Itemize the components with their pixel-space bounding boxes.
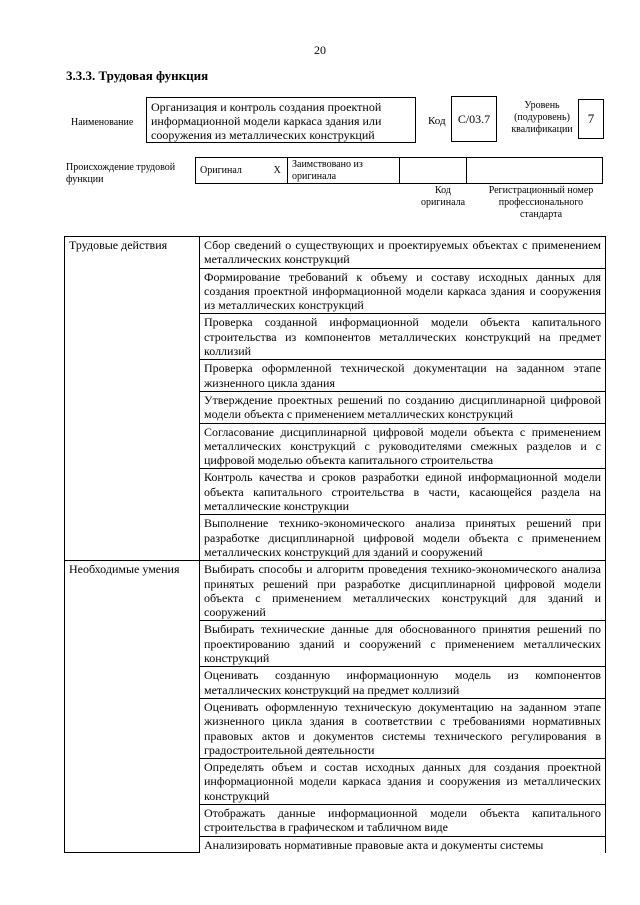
- item-cell: Оценивать созданную информационную модель из компонентов металлических конструкций на предмет коллизий: [200, 667, 606, 699]
- name-label: Наименование: [71, 117, 134, 128]
- reg-number-cell: [467, 158, 603, 184]
- code-original-label: Код оригинала: [420, 185, 466, 208]
- category-cell: Необходимые умения: [65, 561, 200, 853]
- item-cell: Контроль качества и сроков разработки единой информационной модели объекта капитального строительства в части, касающейся раздела на металлические конструкции: [200, 469, 606, 515]
- original-mark: Х: [268, 158, 288, 184]
- item-cell: Проверка оформленной технической документации на заданном этапе жизненного цикла здания: [200, 360, 606, 392]
- original-label: Оригинал: [196, 158, 268, 184]
- origin-label: Происхождение трудовой функции: [66, 162, 176, 185]
- item-cell: Выполнение технико-экономического анализа принятых решений при разработке дисциплинарной цифровой модели объекта с применением металлических конструкций для зданий и сооружений: [200, 515, 606, 561]
- item-cell: Выбирать технические данные для обоснованного принятия решений по проектированию зданий и сооружений с применением металлических конструкций: [200, 621, 606, 667]
- section-title: 3.3.3. Трудовая функция: [66, 68, 209, 83]
- table-row: [65, 561, 606, 621]
- qualification-level-box: 7: [578, 99, 604, 139]
- code-original-cell: [400, 158, 467, 184]
- item-cell: Определять объем и состав исходных данных для создания проектной информационной модели каркаса здания и сооружения из металлических конструкций: [200, 759, 606, 805]
- page-number: 20: [314, 43, 326, 57]
- code-label: Код: [428, 115, 446, 127]
- qualification-level-label: Уровень (подуровень) квалификации: [511, 100, 573, 135]
- item-cell: Анализировать нормативные правовые акта и документы системы: [200, 836, 606, 853]
- borrowed-label: Заимствовано из оригинала: [288, 158, 400, 184]
- item-cell: Согласование дисциплинарной цифровой модели объекта с применением металлических конструкций с руководителями смежных разделов и с цифровой моделью объекта капитального строительства: [200, 423, 606, 469]
- reg-number-label: Регистрационный номер профессионального стандарта: [488, 185, 594, 220]
- item-cell: Выбирать способы и алгоритм проведения технико-экономического анализа принятых решений при разработке дисциплинарной цифровой модели объекта с применением металлических конструкций для зданий и сооружений: [200, 561, 606, 621]
- item-cell: Отображать данные информационной модели объекта капитального строительства в графическом и табличном виде: [200, 804, 606, 836]
- item-cell: Проверка созданной информационной модели объекта капитального строительства из компонентов металлических конструкций на предмет коллизий: [200, 314, 606, 360]
- item-cell: Оценивать оформленную техническую документацию на заданном этапе жизненного цикла здания в соответствии с требованиями нормативных правовых актов и документов системы технического регулирования в градостроительной деятельности: [200, 698, 606, 758]
- item-cell: Формирование требований к объему и составу исходных данных для создания проектной информационной модели каркаса здания и сооружения из металлических конструкций: [200, 268, 606, 314]
- origin-table: [195, 157, 603, 184]
- category-cell: Трудовые действия: [65, 237, 200, 561]
- function-code-box: С/03.7: [451, 96, 497, 142]
- function-name-box: Организация и контроль создания проектной информационной модели каркаса здания или сооружения из металлических конструкций: [146, 97, 416, 143]
- item-cell: Сбор сведений о существующих и проектируемых объектах с применением металлических конструкций: [200, 237, 606, 269]
- item-cell: Утверждение проектных решений по созданию дисциплинарной цифровой модели объекта с применением металлических конструкций: [200, 391, 606, 423]
- function-table: [64, 236, 606, 853]
- table-row: [65, 237, 606, 269]
